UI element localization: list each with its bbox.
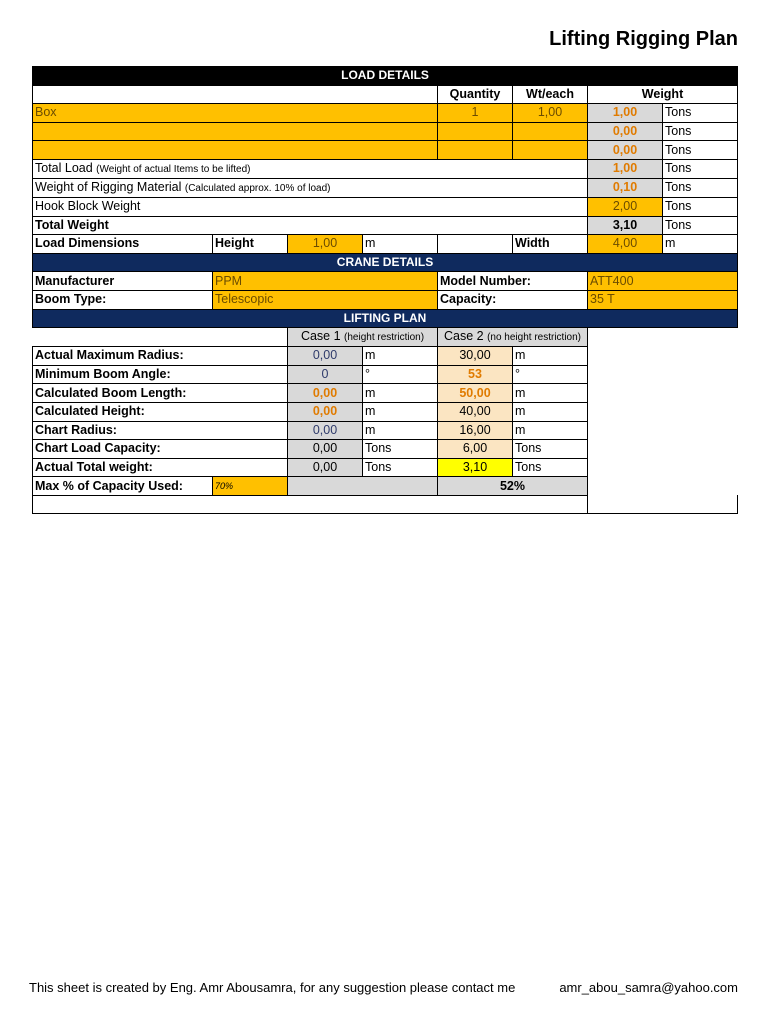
rigging-value: 0,10 — [588, 178, 663, 197]
height-value[interactable]: 1,00 — [288, 235, 363, 254]
hook-row — [33, 197, 738, 216]
case2-label: Case 2 — [443, 329, 484, 344]
total-load-unit: Tons — [663, 159, 738, 178]
load-details-header: LOAD DETAILS — [33, 67, 738, 86]
case1-value: 0,00 — [288, 440, 363, 459]
total-weight-label: Total Weight — [33, 216, 588, 235]
load-item-quantity[interactable] — [438, 122, 513, 141]
case2-unit: m — [513, 402, 588, 421]
model-label: Model Number: — [438, 272, 588, 291]
load-item-weight: 1,00 — [588, 104, 663, 123]
case1-value: 0,00 — [288, 347, 363, 366]
case1-unit: m — [363, 347, 438, 366]
load-item-row — [33, 104, 738, 123]
case1-unit: Tons — [363, 458, 438, 477]
case2-value: 6,00 — [438, 440, 513, 459]
boom-type-value[interactable]: Telescopic — [213, 290, 438, 309]
total-weight-value: 3,10 — [588, 216, 663, 235]
boom-type-label: Boom Type: — [33, 290, 213, 309]
max-capacity-row — [33, 477, 738, 496]
plan-row — [33, 365, 738, 384]
plan-row — [33, 440, 738, 459]
case2-value: 50,00 — [438, 384, 513, 403]
case1-unit: ° — [363, 365, 438, 384]
page-title: Lifting Rigging Plan — [549, 28, 738, 50]
col-wt-each: Wt/each — [513, 85, 588, 104]
case1-label: Case 1 — [300, 329, 341, 344]
total-load-note: (Weight of actual Items to be lifted) — [96, 163, 251, 175]
case1-value: 0,00 — [288, 384, 363, 403]
height-label: Height — [213, 235, 288, 254]
total-load-row — [33, 159, 738, 178]
dimensions-row — [33, 235, 738, 254]
hook-value[interactable]: 2,00 — [588, 197, 663, 216]
case2-unit: Tons — [513, 458, 588, 477]
total-load-label: Total Load — [35, 160, 93, 175]
case2-unit: Tons — [513, 440, 588, 459]
dimensions-label: Load Dimensions — [33, 235, 213, 254]
case1-note: (height restriction) — [344, 332, 425, 344]
crane-row-2 — [33, 290, 738, 309]
case1-percent — [288, 477, 438, 496]
footer-credit: This sheet is created by Eng. Amr Abousamra, for any suggestion please contact me — [29, 980, 516, 995]
rigging-label: Weight of Rigging Material — [35, 179, 182, 194]
capacity-value[interactable]: 35 T — [588, 290, 738, 309]
case2-unit: m — [513, 384, 588, 403]
case1-value: 0,00 — [288, 402, 363, 421]
load-item-row — [33, 122, 738, 141]
case2-header — [438, 328, 588, 347]
plan-row-label: Actual Maximum Radius: — [33, 347, 288, 366]
plan-row-label: Minimum Boom Angle: — [33, 365, 288, 384]
case1-unit: Tons — [363, 440, 438, 459]
hook-unit: Tons — [663, 197, 738, 216]
case1-unit: m — [363, 421, 438, 440]
case1-value: 0,00 — [288, 421, 363, 440]
case2-unit: m — [513, 347, 588, 366]
load-item-wt-each[interactable] — [513, 122, 588, 141]
width-value[interactable]: 4,00 — [588, 235, 663, 254]
case2-note: (no height restriction) — [487, 332, 582, 344]
manufacturer-label: Manufacturer — [33, 272, 213, 291]
case2-unit: m — [513, 421, 588, 440]
plan-row — [33, 384, 738, 403]
case-header-row — [33, 328, 738, 347]
total-weight-row — [33, 216, 738, 235]
load-item-quantity[interactable] — [438, 141, 513, 160]
total-load-value: 1,00 — [588, 159, 663, 178]
load-item-quantity[interactable]: 1 — [438, 104, 513, 123]
load-item-wt-each[interactable] — [513, 141, 588, 160]
load-item-name[interactable] — [33, 122, 438, 141]
load-item-weight: 0,00 — [588, 122, 663, 141]
rigging-unit: Tons — [663, 178, 738, 197]
load-item-name[interactable] — [33, 141, 438, 160]
load-item-row — [33, 141, 738, 160]
case2-percent: 52% — [438, 477, 588, 496]
load-item-name[interactable]: Box — [33, 104, 438, 123]
load-item-weight: 0,00 — [588, 141, 663, 160]
width-unit: m — [663, 235, 738, 254]
plan-row — [33, 402, 738, 421]
height-unit: m — [363, 235, 438, 254]
capacity-label: Capacity: — [438, 290, 588, 309]
case2-value: 30,00 — [438, 347, 513, 366]
plan-row-label: Chart Radius: — [33, 421, 288, 440]
footer-email[interactable]: amr_abou_samra@yahoo.com — [559, 980, 738, 995]
load-columns-row — [33, 85, 738, 104]
max-capacity-limit[interactable]: 70% — [213, 477, 288, 496]
case1-value: 0 — [288, 365, 363, 384]
load-item-unit: Tons — [663, 104, 738, 123]
total-weight-unit: Tons — [663, 216, 738, 235]
plan-row — [33, 458, 738, 477]
plan-row — [33, 421, 738, 440]
load-item-wt-each[interactable]: 1,00 — [513, 104, 588, 123]
plan-row-label: Chart Load Capacity: — [33, 440, 288, 459]
crane-details-header: CRANE DETAILS — [33, 253, 738, 272]
lifting-plan-header: LIFTING PLAN — [33, 309, 738, 328]
col-quantity: Quantity — [438, 85, 513, 104]
case2-value: 53 — [438, 365, 513, 384]
case1-unit: m — [363, 402, 438, 421]
crane-details-header-row — [33, 253, 738, 272]
plan-row — [33, 347, 738, 366]
manufacturer-value[interactable]: PPM — [213, 272, 438, 291]
rigging-note: (Calculated approx. 10% of load) — [184, 182, 331, 194]
width-label: Width — [513, 235, 588, 254]
plan-row-label: Actual Total weight: — [33, 458, 288, 477]
spacer-row — [33, 495, 738, 513]
rigging-row — [33, 178, 738, 197]
load-item-unit: Tons — [663, 141, 738, 160]
crane-row-1 — [33, 272, 738, 291]
case1-header — [288, 328, 438, 347]
lifting-plan-header-row — [33, 309, 738, 328]
case2-unit: ° — [513, 365, 588, 384]
load-details-header-row — [33, 67, 738, 86]
case1-value: 0,00 — [288, 458, 363, 477]
plan-row-label: Calculated Boom Length: — [33, 384, 288, 403]
hook-label: Hook Block Weight — [33, 197, 588, 216]
max-capacity-label: Max % of Capacity Used: — [33, 477, 213, 496]
load-item-unit: Tons — [663, 122, 738, 141]
case2-value: 16,00 — [438, 421, 513, 440]
plan-row-label: Calculated Height: — [33, 402, 288, 421]
case2-value: 40,00 — [438, 402, 513, 421]
col-weight: Weight — [588, 85, 738, 104]
case1-unit: m — [363, 384, 438, 403]
rigging-plan-table — [32, 66, 738, 514]
model-value[interactable]: ATT400 — [588, 272, 738, 291]
case2-value: 3,10 — [438, 458, 513, 477]
